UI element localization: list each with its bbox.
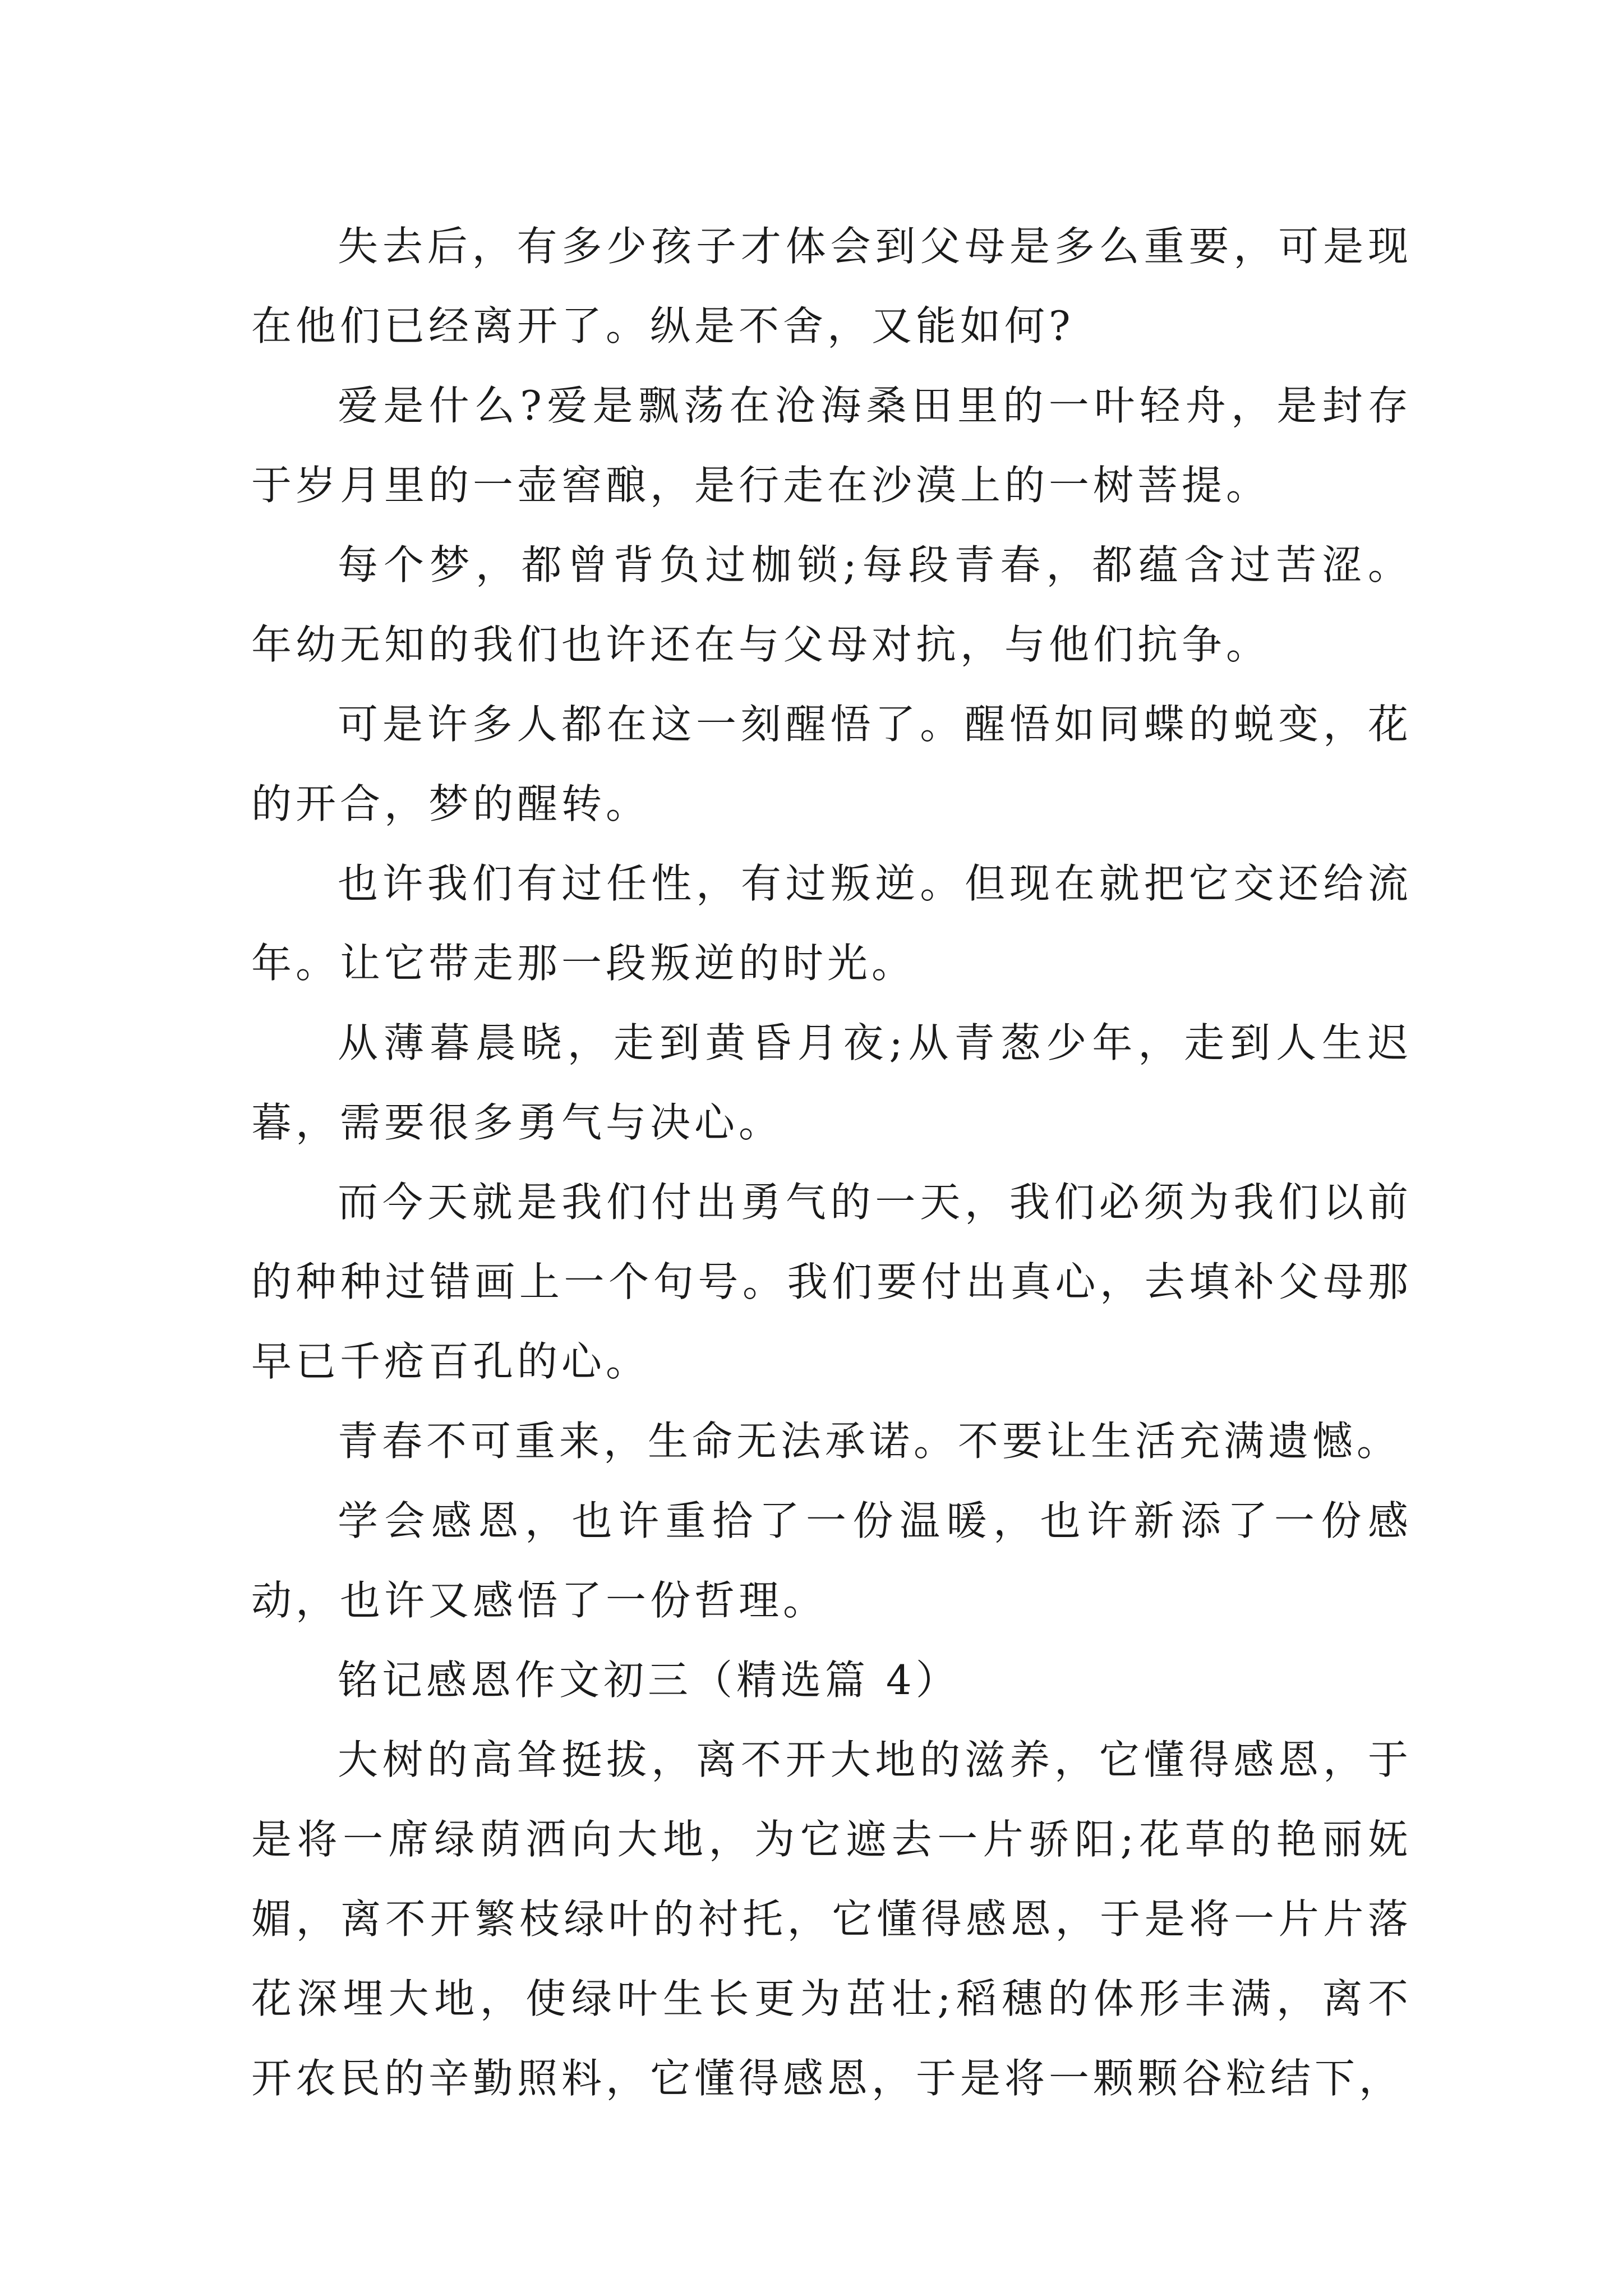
- paragraph-1: 失去后，有多少孩子才体会到父母是多么重要，可是现在他们已经离开了。纵是不舍，又能如何?: [251, 223, 1412, 349]
- paragraph-6: 从薄暮晨晓，走到黄昏月夜;从青葱少年，走到人生迟暮，需要很多勇气与决心。: [251, 1019, 1412, 1146]
- paragraph-final: 大树的高耸挺拔，离不开大地的滋养，它懂得感恩，于是将一席绿荫洒向大地，为它遮去一片骄阳;花草的艳丽妩媚，离不开繁枝绿叶的衬托，它懂得感恩，于是将一片片落花深埋大地，使绿叶生长更为茁壮;稻穗的体形丰满，离不开农民的辛勤照料，它懂得感恩，于是将一颗颗谷粒结下，: [251, 1736, 1412, 2102]
- paragraph-3: 每个梦，都曾背负过枷锁;每段青春，都蕴含过苦涩。年幼无知的我们也许还在与父母对抗，与他们抗争。: [251, 541, 1412, 668]
- paragraph-5: 也许我们有过任性，有过叛逆。但现在就把它交还给流年。让它带走那一段叛逆的时光。: [251, 860, 1412, 987]
- section-heading: 铭记感恩作文初三（精选篇 4）: [338, 1657, 960, 1704]
- paragraph-4: 可是许多人都在这一刻醒悟了。醒悟如同蝶的蜕变，花的开合，梦的醒转。: [251, 701, 1412, 827]
- paragraph-2: 爱是什么?爱是飘荡在沧海桑田里的一叶轻舟，是封存于岁月里的一壶窖酿，是行走在沙漠上的一树菩提。: [251, 382, 1412, 509]
- paragraph-7: 而今天就是我们付出勇气的一天，我们必须为我们以前的种种过错画上一个句号。我们要付出真心，去填补父母那早已千疮百孔的心。: [251, 1179, 1412, 1385]
- paragraph-9: 学会感恩，也许重拾了一份温暖，也许新添了一份感动，也许又感悟了一份哲理。: [251, 1497, 1412, 1624]
- document-body: [251, 206, 1412, 2118]
- paragraph-8: 青春不可重来，生命无法承诺。不要让生活充满遗憾。: [338, 1418, 1401, 1465]
